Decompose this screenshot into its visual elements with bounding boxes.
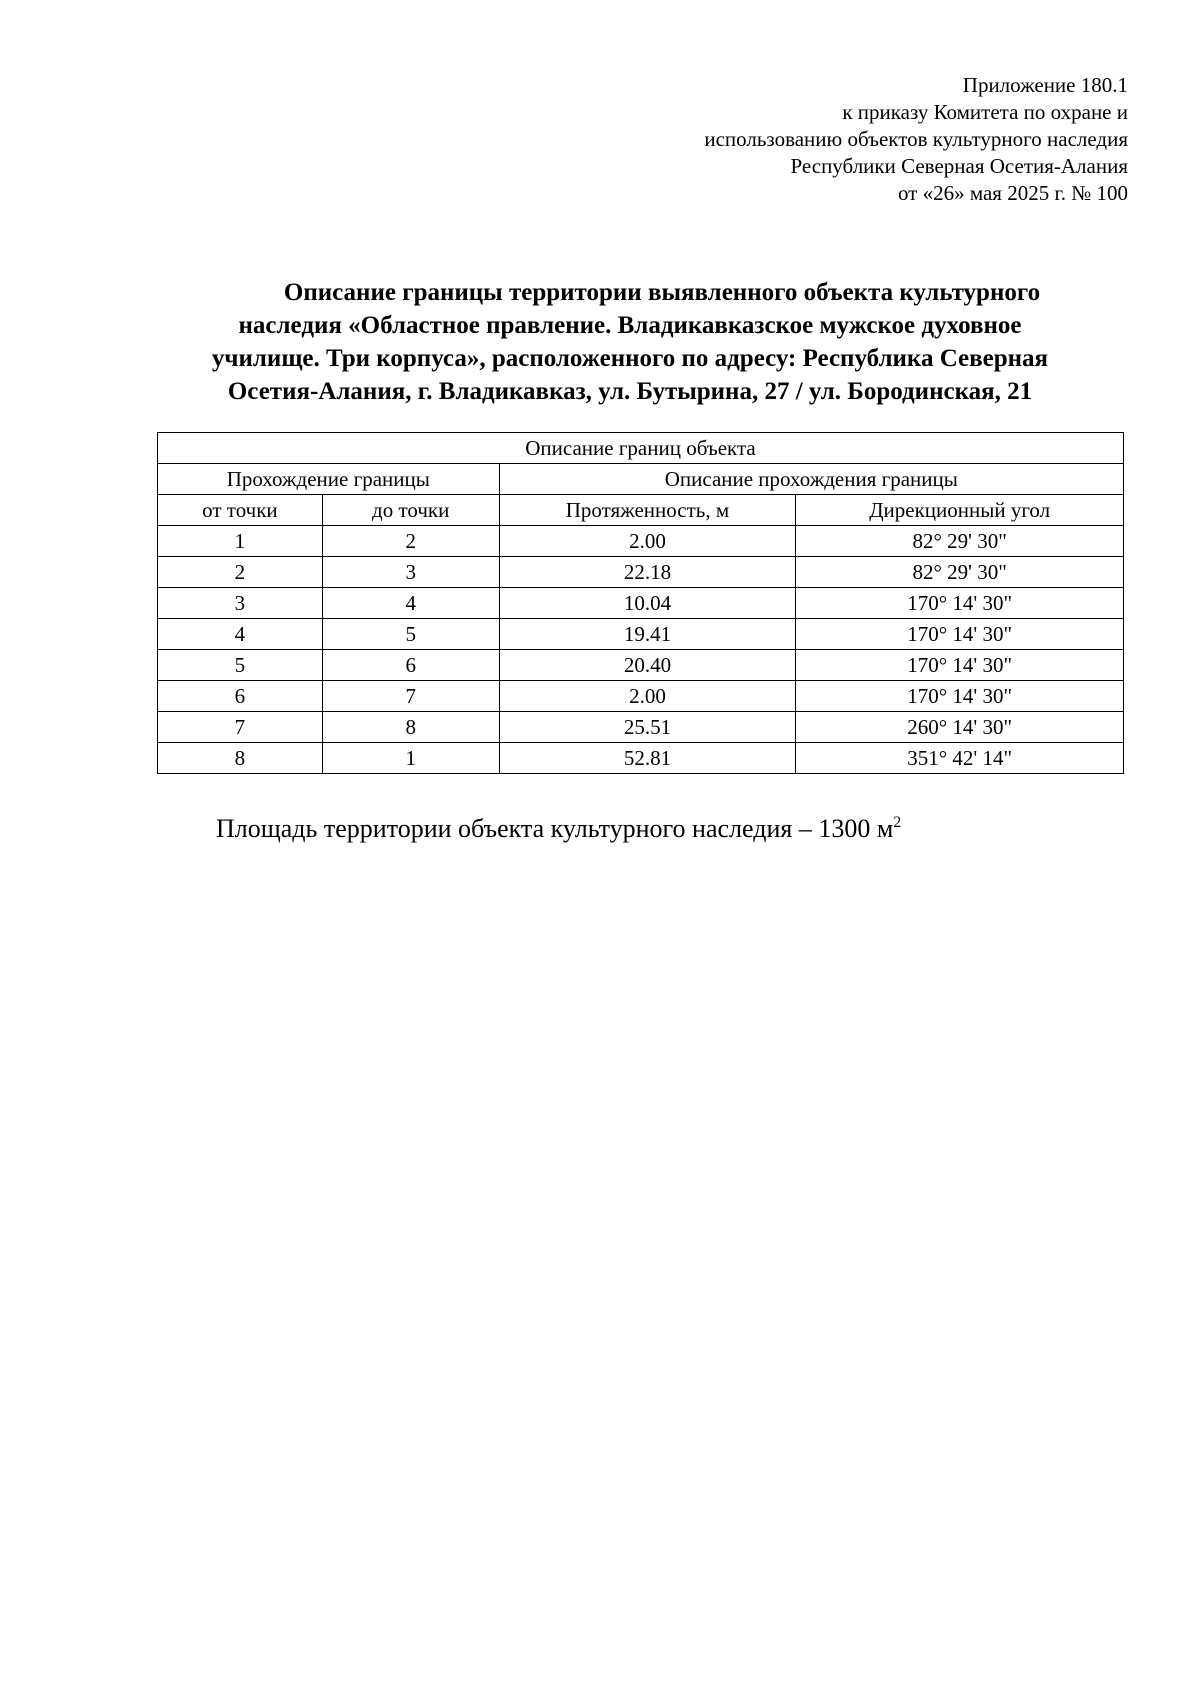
- cell-from-point: 1: [158, 526, 323, 557]
- title-line: Осетия-Алания, г. Владикавказ, ул. Бутырина, 27 / ул. Бородинская, 21: [227, 378, 1033, 405]
- boundary-table: [157, 432, 1124, 774]
- cell-from-point: 4: [158, 619, 323, 650]
- cell-to-point: 1: [322, 743, 499, 774]
- table-header-row: [158, 495, 1124, 526]
- cell-to-point: 3: [322, 557, 499, 588]
- cell-from-point: 6: [158, 681, 323, 712]
- appendix-line: Республики Северная Осетия-Алания: [790, 154, 1128, 178]
- cell-to-point: 8: [322, 712, 499, 743]
- table-row: [158, 526, 1124, 557]
- cell-bearing: 170° 14' 30": [796, 650, 1124, 681]
- title-line: наследия «Областное правление. Владикавказское мужское духовное: [238, 312, 1022, 339]
- area-statement: [216, 812, 901, 846]
- appendix-line: Приложение 180.1: [962, 73, 1128, 97]
- group-header-passage: Прохождение границы: [158, 464, 500, 495]
- appendix-line: использованию объектов культурного наследия: [704, 127, 1128, 151]
- cell-length: 52.81: [499, 743, 796, 774]
- document-title: [150, 276, 1110, 408]
- column-header-bearing: Дирекционный угол: [796, 495, 1124, 526]
- cell-bearing: 170° 14' 30": [796, 588, 1124, 619]
- cell-length: 20.40: [499, 650, 796, 681]
- boundary-table-body: [158, 433, 1124, 774]
- cell-length: 2.00: [499, 681, 796, 712]
- table-row: [158, 743, 1124, 774]
- cell-to-point: 4: [322, 588, 499, 619]
- column-header-length: Протяженность, м: [499, 495, 796, 526]
- appendix-line: от «26» мая 2025 г. № 100: [897, 181, 1128, 205]
- appendix-line: к приказу Комитета по охране и: [842, 100, 1128, 124]
- cell-bearing: 82° 29' 30": [796, 557, 1124, 588]
- appendix-header: [568, 72, 1128, 207]
- cell-from-point: 3: [158, 588, 323, 619]
- cell-length: 2.00: [499, 526, 796, 557]
- cell-bearing: 260° 14' 30": [796, 712, 1124, 743]
- title-line: училище. Три корпуса», расположенного по адресу: Республика Северная: [211, 345, 1049, 372]
- table-row: [158, 650, 1124, 681]
- table-caption: Описание границ объекта: [158, 433, 1124, 464]
- cell-to-point: 6: [322, 650, 499, 681]
- cell-bearing: 351° 42' 14": [796, 743, 1124, 774]
- table-row: [158, 557, 1124, 588]
- cell-to-point: 5: [322, 619, 499, 650]
- cell-bearing: 82° 29' 30": [796, 526, 1124, 557]
- cell-length: 22.18: [499, 557, 796, 588]
- cell-bearing: 170° 14' 30": [796, 619, 1124, 650]
- cell-from-point: 8: [158, 743, 323, 774]
- cell-length: 25.51: [499, 712, 796, 743]
- column-header-from-point: от точки: [158, 495, 323, 526]
- table-row: [158, 588, 1124, 619]
- table-group-row: [158, 464, 1124, 495]
- cell-to-point: 2: [322, 526, 499, 557]
- cell-from-point: 2: [158, 557, 323, 588]
- area-unit-superscript: 2: [893, 814, 902, 831]
- cell-length: 19.41: [499, 619, 796, 650]
- cell-from-point: 7: [158, 712, 323, 743]
- column-header-to-point: до точки: [322, 495, 499, 526]
- title-line: Описание границы территории выявленного объекта культурного: [283, 279, 1041, 306]
- table-caption-row: [158, 433, 1124, 464]
- table-row: [158, 681, 1124, 712]
- cell-to-point: 7: [322, 681, 499, 712]
- group-header-description: Описание прохождения границы: [499, 464, 1123, 495]
- table-row: [158, 712, 1124, 743]
- table-row: [158, 619, 1124, 650]
- cell-from-point: 5: [158, 650, 323, 681]
- cell-bearing: 170° 14' 30": [796, 681, 1124, 712]
- cell-length: 10.04: [499, 588, 796, 619]
- area-text: Площадь территории объекта культурного наследия – 1300 м: [216, 814, 894, 843]
